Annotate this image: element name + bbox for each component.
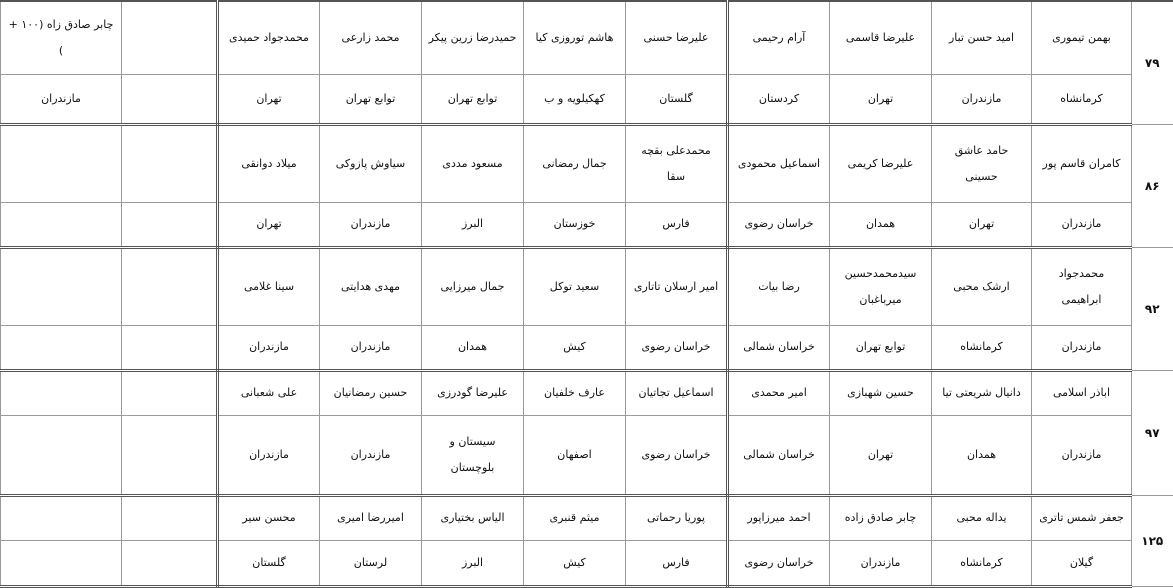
person-name-cell: مهدی هدایتی [320, 247, 422, 325]
province-cell [1, 415, 122, 495]
province-cell: توابع تهران [422, 74, 524, 124]
province-cell: خوزستان [524, 202, 626, 247]
province-cell: همدان [830, 202, 932, 247]
province-cell: سیستان و بلوچستان [422, 415, 524, 495]
province-cell: کرمانشاه [932, 540, 1032, 586]
person-name-cell: جمال رمضانی [524, 124, 626, 202]
province-cell: تهران [830, 415, 932, 495]
province-row [1, 74, 1173, 124]
province-cell: البرز [422, 540, 524, 586]
province-cell: خراسان شمالی [728, 325, 830, 370]
province-cell [122, 415, 218, 495]
person-name-cell: محسن سیر [218, 495, 320, 540]
province-cell: کهکیلویه و ب [524, 74, 626, 124]
province-cell: گیلان [1032, 540, 1132, 586]
person-name-cell: امید حسن تبار [932, 1, 1032, 74]
person-name-cell [122, 370, 218, 415]
person-name-cell: بهمن تیموری [1032, 1, 1132, 74]
name-row [1, 1, 1173, 74]
person-name-cell: اباذر اسلامی [1032, 370, 1132, 415]
province-cell: همدان [932, 415, 1032, 495]
person-name-cell: علیرضا حسنی [626, 1, 728, 74]
province-cell: کیش [524, 325, 626, 370]
person-name-cell: امیر محمدی [728, 370, 830, 415]
person-name-cell: سیدمحمدحسین میرباغبان [830, 247, 932, 325]
person-name-cell: میثم قنبری [524, 495, 626, 540]
province-cell: فارس [626, 540, 728, 586]
province-cell: خراسان رضوی [626, 325, 728, 370]
person-name-cell: ارشک محبی [932, 247, 1032, 325]
province-row [1, 415, 1173, 495]
person-name-cell: علیرضا قاسمی [830, 1, 932, 74]
person-name-cell: حمیدرضا زرین پیکر [422, 1, 524, 74]
rank-cell: ۱۲۵ [1132, 495, 1173, 586]
province-row [1, 540, 1173, 586]
person-name-cell: دانیال شریعتی تیا [932, 370, 1032, 415]
person-name-cell: جعفر شمس تاتری [1032, 495, 1132, 540]
person-name-cell: امیر ارسلان تاتاری [626, 247, 728, 325]
province-cell: البرز [422, 202, 524, 247]
person-name-cell: سینا غلامی [218, 247, 320, 325]
person-name-cell: الیاس بختیاری [422, 495, 524, 540]
province-cell: گلستان [626, 74, 728, 124]
name-row [1, 124, 1173, 202]
person-name-cell: پوریا رحماتی [626, 495, 728, 540]
province-cell [122, 325, 218, 370]
person-name-cell: عارف خلفیان [524, 370, 626, 415]
province-cell: مازندران [1032, 415, 1132, 495]
province-cell: خراسان رضوی [626, 415, 728, 495]
province-cell: کرمانشاه [1032, 74, 1132, 124]
person-name-cell [122, 1, 218, 74]
person-name-cell: حامد عاشق حسینی [932, 124, 1032, 202]
person-name-cell: علیرضا کریمی [830, 124, 932, 202]
province-cell: همدان [422, 325, 524, 370]
person-name-cell [1, 124, 122, 202]
person-name-cell: چابر صادق زاه (۱۰۰ + ) [1, 1, 122, 74]
province-cell: مازندران [830, 540, 932, 586]
province-cell: تهران [218, 202, 320, 247]
person-name-cell: علیرضا گودرزی [422, 370, 524, 415]
province-cell: کرمانشاه [932, 325, 1032, 370]
person-name-cell: مسعود مددی [422, 124, 524, 202]
province-cell: مازندران [1032, 325, 1132, 370]
province-cell [122, 202, 218, 247]
province-cell: کردستان [728, 74, 830, 124]
province-cell: تهران [830, 74, 932, 124]
person-name-cell: رضا بیات [728, 247, 830, 325]
province-cell [122, 74, 218, 124]
person-name-cell: اسماعیل تجاتیان [626, 370, 728, 415]
person-name-cell [1, 247, 122, 325]
province-cell: مازندران [320, 202, 422, 247]
province-cell: مازندران [1, 74, 122, 124]
province-cell: تهران [932, 202, 1032, 247]
province-cell: لرستان [320, 540, 422, 586]
province-cell: تهران [218, 74, 320, 124]
person-name-cell: اسماعیل محمودی [728, 124, 830, 202]
province-cell [122, 540, 218, 586]
person-name-cell [122, 124, 218, 202]
province-cell: توابع تهران [320, 74, 422, 124]
province-cell: گلستان [218, 540, 320, 586]
person-name-cell: یداله محبی [932, 495, 1032, 540]
person-name-cell: حسین رمضانیان [320, 370, 422, 415]
province-cell: مازندران [218, 325, 320, 370]
province-row [1, 202, 1173, 247]
name-row [1, 495, 1173, 540]
person-name-cell: هاشم توروزی کیا [524, 1, 626, 74]
person-name-cell: میلاد دوانقی [218, 124, 320, 202]
province-cell [1, 202, 122, 247]
person-name-cell [1, 370, 122, 415]
province-cell: خراسان رضوی [728, 202, 830, 247]
person-name-cell: امیررضا امیری [320, 495, 422, 540]
person-name-cell: محمدجواد حمیدی [218, 1, 320, 74]
person-name-cell [122, 495, 218, 540]
name-row [1, 247, 1173, 325]
person-name-cell: محمدعلی بقچه سقا [626, 124, 728, 202]
province-cell: توابع تهران [830, 325, 932, 370]
person-name-cell [1, 495, 122, 540]
person-name-cell: سیاوش پازوکی [320, 124, 422, 202]
person-name-cell [122, 247, 218, 325]
person-name-cell: کامران قاسم پور [1032, 124, 1132, 202]
province-cell: اصفهان [524, 415, 626, 495]
person-name-cell: جمال میرزایی [422, 247, 524, 325]
rank-cell: ۸۶ [1132, 124, 1173, 247]
rank-cell: ۹۷ [1132, 370, 1173, 495]
province-cell: فارس [626, 202, 728, 247]
province-cell: خراسان رضوی [728, 540, 830, 586]
rank-cell: ۹۲ [1132, 247, 1173, 370]
province-cell: مازندران [932, 74, 1032, 124]
person-name-cell: حسین شهبازی [830, 370, 932, 415]
person-name-cell: سعید توکل [524, 247, 626, 325]
person-name-cell: محمد زارعی [320, 1, 422, 74]
province-cell: مازندران [320, 415, 422, 495]
province-cell: خراسان شمالی [728, 415, 830, 495]
province-cell: مازندران [320, 325, 422, 370]
person-name-cell: محمدجواد ابراهیمی [1032, 247, 1132, 325]
person-name-cell: علی شعبانی [218, 370, 320, 415]
province-cell [1, 540, 122, 586]
province-row [1, 325, 1173, 370]
province-cell: مازندران [1032, 202, 1132, 247]
person-name-cell: چابر صادق زاده [830, 495, 932, 540]
name-row [1, 370, 1173, 415]
province-cell: کیش [524, 540, 626, 586]
person-name-cell: آرام رحیمی [728, 1, 830, 74]
province-cell: مازندران [218, 415, 320, 495]
person-name-cell: احمد میرزاپور [728, 495, 830, 540]
province-cell [1, 325, 122, 370]
rank-cell: ۷۹ [1132, 1, 1173, 124]
